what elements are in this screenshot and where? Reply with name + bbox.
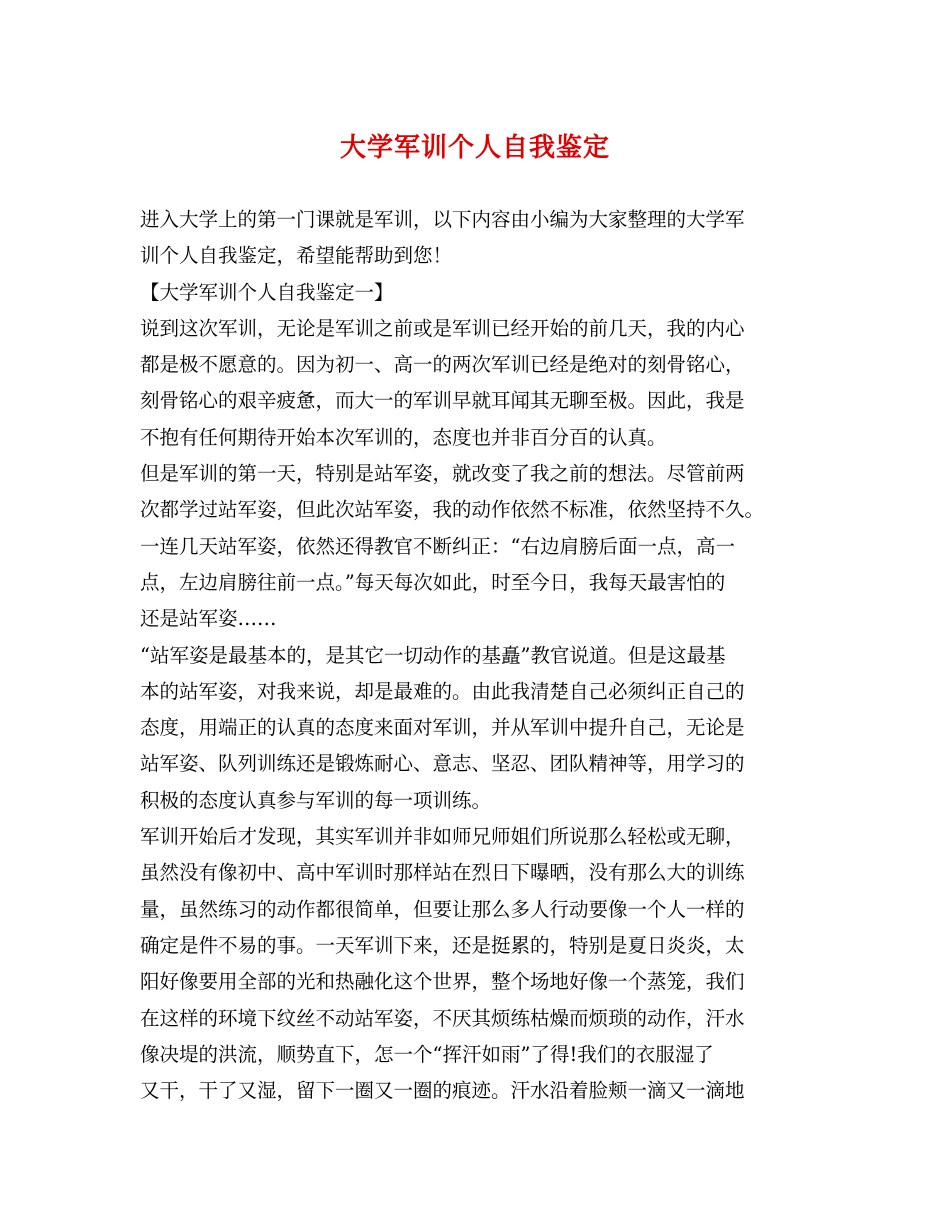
- text-line: 但是军训的第一天，特别是站军姿，就改变了我之前的想法。尽管前两: [140, 462, 745, 486]
- text-line: 还是站军姿……: [140, 607, 277, 631]
- text-line: 说到这次军训，无论是军训之前或是军训已经开始的前几天，我的内心: [140, 316, 745, 340]
- text-line: 在这样的环境下纹丝不动站军姿，不厌其烦练枯燥而烦琐的动作，汗水: [140, 1006, 745, 1030]
- text-line: 积极的态度认真参与军训的每一项训练。: [140, 788, 492, 812]
- text-line: 点，左边肩膀往前一点。”每天每次如此，时至今日，我每天最害怕的: [140, 570, 726, 594]
- text-line: 军训开始后才发现，其实军训并非如师兄师姐们所说那么轻松或无聊，: [140, 825, 745, 849]
- text-line: 量，虽然练习的动作都很简单，但要让那么多人行动要像一个人一样的: [140, 897, 745, 921]
- text-line: 次都学过站军姿，但此次站军姿，我的动作依然不标准，依然坚持不久。: [140, 498, 765, 522]
- text-line: 站军姿、队列训练还是锻炼耐心、意志、坚忍、团队精神等，用学习的: [140, 752, 745, 776]
- text-line: 训个人自我鉴定，希望能帮助到您！: [140, 244, 453, 268]
- text-line: 本的站军姿，对我来说，却是最难的。由此我清楚自己必须纠正自己的: [140, 679, 745, 703]
- text-line: 确定是件不易的事。一天军训下来，还是挺累的，特别是夏日炎炎，太: [140, 933, 745, 957]
- text-line: 进入大学上的第一门课就是军训，以下内容由小编为大家整理的大学军: [140, 208, 745, 231]
- text-line: 一连几天站军姿，依然还得教官不断纠正：“右边肩膀后面一点，高一: [140, 534, 735, 558]
- document-title: 大学军训个人自我鉴定: [339, 133, 610, 163]
- text-line: 阳好像要用全部的光和热融化这个世界，整个场地好像一个蒸笼，我们: [140, 970, 745, 994]
- document-body: [140, 202, 830, 1109]
- text-line: 都是极不愿意的。因为初一、高一的两次军训已经是绝对的刻骨铭心，: [140, 353, 745, 377]
- text-line: 刻骨铭心的艰辛疲惫，而大一的军训早就耳闻其无聊至极。因此，我是: [140, 389, 745, 413]
- text-line: “站军姿是最基本的，是其它一切动作的基矗”教官说道。但是这最基: [140, 643, 726, 667]
- text-line: 态度，用端正的认真的态度来面对军训，并从军训中提升自己，无论是: [140, 716, 745, 740]
- section-heading: 【大学军训个人自我鉴定一】: [140, 280, 394, 304]
- text-line: 又干，干了又湿，留下一圈又一圈的痕迹。汗水沿着脸颊一滴又一滴地: [140, 1079, 745, 1103]
- text-line: 像决堤的洪流，顺势直下，怎一个“挥汗如雨”了得!我们的衣服湿了: [140, 1042, 714, 1066]
- text-line: 虽然没有像初中、高中军训时那样站在烈日下曝晒，没有那么大的训练: [140, 861, 745, 885]
- text-line: 不抱有任何期待开始本次军训的，态度也并非百分百的认真。: [140, 425, 667, 449]
